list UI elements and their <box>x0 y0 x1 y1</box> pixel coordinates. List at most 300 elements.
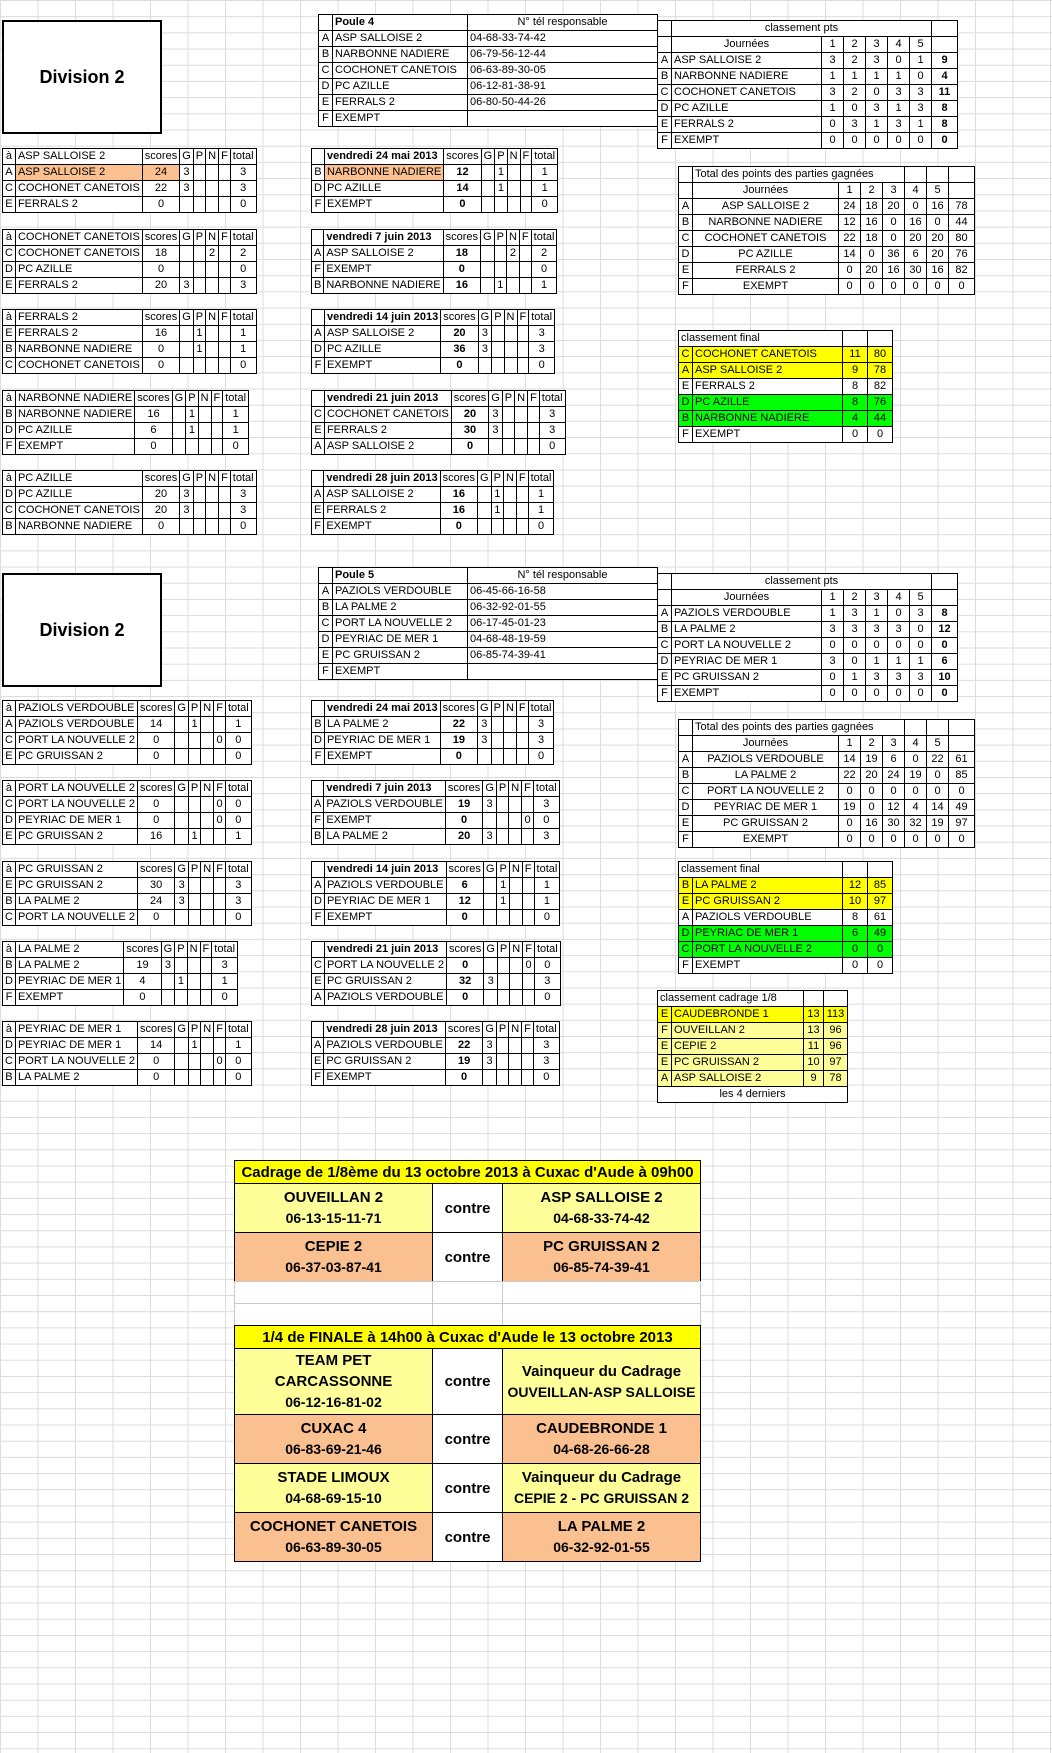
cell-total: 0 <box>534 990 560 1006</box>
cell-scores: 0 <box>137 797 174 813</box>
scores-header: scores <box>445 1022 482 1038</box>
cell-team: PAZIOLS VERDOUBLE <box>693 752 839 768</box>
cell-total: 4 <box>932 69 958 85</box>
cell-pts2: 78 <box>824 1071 848 1087</box>
poule-title: Poule 4 <box>333 15 468 31</box>
match-row <box>312 165 558 181</box>
cell-total <box>949 720 975 736</box>
cell-journee-pts: 16 <box>927 263 949 279</box>
cell-p <box>193 503 205 519</box>
cell-journee-pts: 0 <box>822 117 844 133</box>
cell-letter: B <box>3 342 16 358</box>
cell-g <box>175 910 189 926</box>
cell-n <box>503 749 516 765</box>
n-header: N <box>201 781 214 797</box>
cell-journee-pts: 0 <box>927 784 949 800</box>
cell-scores: 16 <box>142 326 179 342</box>
cell-p <box>496 813 508 829</box>
cell-phone: 06-32-92-01-55 <box>468 600 658 616</box>
team-row <box>319 584 658 600</box>
cell-f <box>219 278 231 294</box>
cell-n <box>506 278 519 294</box>
match-header-row <box>312 781 560 797</box>
f-header: F <box>522 781 534 797</box>
cell-journee-pts: 0 <box>910 69 932 85</box>
cell-f <box>516 487 528 503</box>
title-row <box>658 991 848 1007</box>
cell-team: PC GRUISSAN 2 <box>672 1055 804 1071</box>
match-header-row <box>3 471 257 487</box>
n-header: N <box>509 862 522 878</box>
home-prefix: à <box>3 701 16 717</box>
home-team: COCHONET CANETOIS <box>15 230 142 246</box>
home-team: LA PALME 2 <box>15 942 123 958</box>
cell-n <box>503 717 516 733</box>
cell-n: 2 <box>206 246 219 262</box>
cell-team: COCHONET CANETOIS <box>15 246 142 262</box>
cell-p <box>175 990 187 1006</box>
cell-total: 6 <box>932 654 958 670</box>
cell-total: 8 <box>932 117 958 133</box>
title-row <box>679 167 975 183</box>
total-header: total <box>539 391 565 407</box>
cell-scores: 22 <box>445 1038 482 1054</box>
classement-final-row <box>679 958 893 974</box>
cell-team: FERRALS 2 <box>693 263 839 279</box>
cell-p: 1 <box>497 878 509 894</box>
match-table-right <box>311 148 558 213</box>
cell-team: PC AZILLE <box>15 487 142 503</box>
cell-team: COCHONET CANETOIS <box>324 407 451 423</box>
cell-journee-pts: 1 <box>822 606 844 622</box>
cell-f <box>214 878 226 894</box>
cell-scores: 0 <box>440 519 477 535</box>
cell-journee-pts: 0 <box>866 133 888 149</box>
home-team: PAZIOLS VERDOUBLE <box>15 701 137 717</box>
home-prefix <box>312 149 325 165</box>
match-table-left <box>2 309 257 374</box>
cell-n <box>509 894 522 910</box>
cell-letter: A <box>312 990 325 1006</box>
cell-team: PORT LA NOUVELLE 2 <box>15 797 137 813</box>
team-row <box>319 632 658 648</box>
cell-letter: C <box>679 231 693 247</box>
cell-letter: D <box>658 654 672 670</box>
cell-letter: D <box>319 79 333 95</box>
cell-letter: E <box>679 379 693 395</box>
cell-f <box>516 717 528 733</box>
cell-scores: 0 <box>142 358 179 374</box>
cell-total: 3 <box>539 423 565 439</box>
cell-scores: 20 <box>142 487 179 503</box>
cell-total: 3 <box>533 797 559 813</box>
match-row <box>3 439 249 455</box>
cell-total: 1 <box>212 974 238 990</box>
cell-n <box>201 717 214 733</box>
cell-total: 0 <box>932 638 958 654</box>
team-row <box>319 664 658 680</box>
cell-team: EXEMPT <box>672 133 822 149</box>
journees-row <box>658 590 958 606</box>
cell-p <box>497 990 509 1006</box>
cell-team: PORT LA NOUVELLE 2 <box>15 910 137 926</box>
cell-letter <box>658 21 672 37</box>
contre-cell: contre <box>433 1349 503 1415</box>
cell-f <box>522 894 534 910</box>
cell-n <box>206 342 219 358</box>
scores-header: scores <box>142 149 179 165</box>
cell-pts2: 76 <box>868 395 893 411</box>
cell-letter: F <box>319 664 333 680</box>
cell-journee-pts: 0 <box>883 231 905 247</box>
match-header-row <box>312 1022 560 1038</box>
cell-team: PC GRUISSAN 2 <box>15 829 137 845</box>
cell-team: LA PALME 2 <box>333 600 468 616</box>
cell-journee-pts: 16 <box>861 215 883 231</box>
cell-g <box>483 813 497 829</box>
cell-team: COCHONET CANETOIS <box>15 181 142 197</box>
cell-team: PC GRUISSAN 2 <box>324 1054 446 1070</box>
cell-team: FERRALS 2 <box>333 95 468 111</box>
match-row <box>3 246 257 262</box>
cell-total: 0 <box>533 813 559 829</box>
cell-letter: B <box>3 958 16 974</box>
cell-letter: D <box>312 342 325 358</box>
n-header: N <box>201 1022 214 1038</box>
match-table-right <box>311 470 554 535</box>
cell-f <box>219 165 231 181</box>
spacer-row <box>235 1304 701 1326</box>
cell-f <box>219 487 231 503</box>
cell-phone: 06-85-74-39-41 <box>468 648 658 664</box>
cell-team: LA PALME 2 <box>15 958 123 974</box>
cell-pts2: 0 <box>868 958 893 974</box>
cell-p <box>188 910 200 926</box>
match-row <box>3 519 257 535</box>
match-row <box>3 181 257 197</box>
cell-n <box>187 990 200 1006</box>
cell-pts2: 82 <box>868 379 893 395</box>
scores-header: scores <box>137 701 174 717</box>
cell-team: ASP SALLOISE 2 <box>672 1071 804 1087</box>
cell-f <box>519 262 531 278</box>
cell-n <box>206 503 219 519</box>
cell-g <box>180 262 194 278</box>
cell-n <box>201 813 214 829</box>
cell-letter: C <box>319 616 333 632</box>
total-header: total <box>528 471 554 487</box>
cell-scores: 12 <box>446 894 483 910</box>
cell-f <box>219 326 231 342</box>
cell-g: 3 <box>483 797 497 813</box>
cell-letter: B <box>312 165 325 181</box>
match-table-right <box>311 470 554 535</box>
match-table-right <box>311 700 554 765</box>
match-row <box>312 278 557 294</box>
cell-f <box>523 974 535 990</box>
title-row <box>679 720 975 736</box>
p-header: P <box>497 942 509 958</box>
cadrage-classement-table <box>657 990 848 1103</box>
classement-footer: les 4 derniers <box>658 1087 848 1103</box>
cell-letter: D <box>3 487 16 503</box>
f-header: F <box>214 862 226 878</box>
journee-col: 4 <box>905 183 927 199</box>
cell-team: PORT LA NOUVELLE 2 <box>693 942 843 958</box>
classement-final-table <box>678 330 893 443</box>
p-header: P <box>495 149 507 165</box>
cell-n <box>504 326 517 342</box>
cell-team: EXEMPT <box>324 358 440 374</box>
cell-p <box>175 958 187 974</box>
match-row <box>3 407 249 423</box>
cell-team: PAZIOLS VERDOUBLE <box>324 1038 446 1054</box>
journee-col: 5 <box>927 183 949 199</box>
match-table-left <box>2 470 257 535</box>
cell-pts2 <box>868 331 893 347</box>
cell-p <box>502 423 514 439</box>
cell-scores: 0 <box>440 749 477 765</box>
cell-total: 3 <box>528 733 554 749</box>
cell-letter: A <box>319 31 333 47</box>
total-header: total <box>533 1022 559 1038</box>
cell-team: COCHONET CANETOIS <box>15 358 142 374</box>
cell-team: PORT LA NOUVELLE 2 <box>672 638 822 654</box>
journees-row <box>679 736 975 752</box>
poule-title: Poule 5 <box>333 568 468 584</box>
cell-scores: 0 <box>137 1070 174 1086</box>
total-header: total <box>531 230 557 246</box>
home-team: PC AZILLE <box>15 471 142 487</box>
p-header: P <box>188 701 200 717</box>
contre-cell: contre <box>433 1415 503 1464</box>
cell-journee-pts: 20 <box>927 231 949 247</box>
cell-team: PC GRUISSAN 2 <box>672 670 822 686</box>
cell-team: NARBONNE NADIERE <box>15 519 142 535</box>
cell-n <box>509 813 522 829</box>
g-header: G <box>478 310 492 326</box>
cell-journee-pts: 1 <box>822 69 844 85</box>
cell-f <box>516 733 528 749</box>
home-team: FERRALS 2 <box>15 310 142 326</box>
cell-n <box>206 181 219 197</box>
journees-row <box>658 37 958 53</box>
cell-team: PEYRIAC DE MER 1 <box>333 632 468 648</box>
cell-journee-pts: 0 <box>888 53 910 69</box>
cell-journee-pts: 3 <box>910 101 932 117</box>
cell-journee-pts: 3 <box>888 117 910 133</box>
cell-scores: 0 <box>137 813 174 829</box>
cell-n <box>509 910 522 926</box>
cell-scores: 4 <box>124 974 161 990</box>
cell-team: NARBONNE NADIERE <box>15 342 142 358</box>
n-header: N <box>187 942 200 958</box>
p-header: P <box>492 310 504 326</box>
cell-total: 97 <box>949 816 975 832</box>
total-points-table <box>678 166 975 295</box>
cell-g: 3 <box>483 1054 497 1070</box>
cell-journee-pts: 0 <box>839 263 861 279</box>
home-prefix <box>312 1022 324 1038</box>
cell-letter: D <box>312 181 325 197</box>
cell-journee-pts: 0 <box>844 133 866 149</box>
cell-pts: 8 <box>843 395 868 411</box>
team-phone: 06-85-74-39-41 <box>553 1259 650 1275</box>
cell-team: PC AZILLE <box>693 395 843 411</box>
cell-total: 1 <box>225 1038 251 1054</box>
p-header: P <box>175 942 187 958</box>
journee-col: 1 <box>822 37 844 53</box>
g-header: G <box>180 230 194 246</box>
cell-f <box>520 197 532 213</box>
cell-letter: F <box>679 832 693 848</box>
cell-journee-pts: 18 <box>861 231 883 247</box>
cell-g: 3 <box>478 326 492 342</box>
n-header: N <box>510 942 523 958</box>
cell-journee-pts: 3 <box>822 85 844 101</box>
cell-g: 3 <box>175 878 189 894</box>
match-header-row <box>3 149 257 165</box>
match-header-row <box>3 942 238 958</box>
journee-col: 1 <box>839 183 861 199</box>
match-row <box>312 1070 560 1086</box>
n-header: N <box>504 310 517 326</box>
cell-journee-pts: 30 <box>883 816 905 832</box>
cell-phone: 06-79-56-12-44 <box>468 47 658 63</box>
match-row <box>312 717 554 733</box>
cell-team: ASP SALLOISE 2 <box>324 246 443 262</box>
cell-letter <box>679 736 693 752</box>
match-table-left <box>2 700 252 765</box>
bracket-match-row <box>235 1513 701 1562</box>
cell-pts: 8 <box>843 379 868 395</box>
cell-team: ASP SALLOISE 2 <box>324 487 440 503</box>
cell-f <box>528 423 540 439</box>
cell-g <box>175 717 189 733</box>
f-header: F <box>517 310 529 326</box>
team-phone: 06-13-15-11-71 <box>285 1210 382 1226</box>
cell-scores: 0 <box>142 197 179 213</box>
cell-f <box>522 1070 534 1086</box>
cell-journee-pts: 19 <box>861 752 883 768</box>
cell-scores: 24 <box>142 165 179 181</box>
cell-journee-pts: 19 <box>839 800 861 816</box>
cell-n <box>201 910 214 926</box>
g-header: G <box>172 391 186 407</box>
footer-row <box>658 1087 848 1103</box>
cell-team: EXEMPT <box>693 427 843 443</box>
cell-journee-pts: 3 <box>910 670 932 686</box>
cell-team: NARBONNE NADIERE <box>324 278 443 294</box>
n-header: N <box>206 230 219 246</box>
cell-g <box>172 439 186 455</box>
cell-team: PORT LA NOUVELLE 2 <box>333 616 468 632</box>
cell-letter: E <box>312 503 324 519</box>
journee-col: 3 <box>883 183 905 199</box>
cell-n <box>187 974 200 990</box>
cell-f <box>528 439 540 455</box>
cell-team: ASP SALLOISE 2 <box>15 165 142 181</box>
cell-f: 0 <box>214 1054 226 1070</box>
cell-scores: 30 <box>451 423 488 439</box>
total-header: total <box>230 310 256 326</box>
journee-col: 5 <box>910 590 932 606</box>
cell-team: EXEMPT <box>15 990 123 1006</box>
cell-team: NARBONNE NADIERE <box>672 69 822 85</box>
cell-letter: E <box>658 1039 672 1055</box>
cell-total <box>932 574 958 590</box>
cell-journee-pts: 3 <box>844 117 866 133</box>
scores-header: scores <box>446 942 483 958</box>
cell-scores: 19 <box>440 733 477 749</box>
classement-row <box>658 101 958 117</box>
match-row <box>3 974 238 990</box>
cell-team: PEYRIAC DE MER 1 <box>324 733 440 749</box>
cell-total: 85 <box>949 768 975 784</box>
cell-total <box>949 736 975 752</box>
cell-team: EXEMPT <box>693 832 839 848</box>
cell-letter: C <box>3 181 16 197</box>
team-row <box>319 63 658 79</box>
cell-journee-pts: 22 <box>927 752 949 768</box>
cell-pts2: 0 <box>868 427 893 443</box>
cell-letter: C <box>3 797 16 813</box>
cell-journee-pts: 0 <box>861 800 883 816</box>
cell-total: 0 <box>534 958 560 974</box>
total-points-row <box>679 816 975 832</box>
cell-p <box>186 439 198 455</box>
spacer-cell <box>433 1282 503 1304</box>
cell-total: 1 <box>532 165 558 181</box>
cell-total: 0 <box>225 797 251 813</box>
poule5-classement-pts <box>657 573 958 702</box>
match-header-row <box>3 1022 252 1038</box>
cell-team: EXEMPT <box>324 519 440 535</box>
cell-team: LA PALME 2 <box>672 622 822 638</box>
cell-g <box>172 407 186 423</box>
classement-final-row <box>658 1023 848 1039</box>
team-phone: 04-68-33-74-42 <box>553 1210 650 1226</box>
cell-p <box>193 278 205 294</box>
match-header-row <box>312 471 554 487</box>
cell-team: LA PALME 2 <box>15 894 137 910</box>
classement-row <box>658 85 958 101</box>
cell-total: 0 <box>932 686 958 702</box>
cell-letter: B <box>3 1070 16 1086</box>
cell-journee-pts: 0 <box>910 622 932 638</box>
spacer-cell <box>503 1304 701 1326</box>
cell-letter: E <box>3 197 16 213</box>
classement-row <box>658 638 958 654</box>
match-table-right <box>311 148 558 213</box>
cell-f: 0 <box>214 797 226 813</box>
cell-phone: 06-45-66-16-58 <box>468 584 658 600</box>
team-row <box>319 648 658 664</box>
cell-letter: E <box>658 1055 672 1071</box>
classement-row <box>658 69 958 85</box>
cell-scores: 0 <box>444 197 481 213</box>
cell-journee-pts: 0 <box>839 816 861 832</box>
cell-letter: E <box>3 326 16 342</box>
cell-team: PEYRIAC DE MER 1 <box>693 926 843 942</box>
cell-f <box>219 197 231 213</box>
cell-letter: B <box>3 894 16 910</box>
n-header: N <box>201 701 214 717</box>
cell-phone <box>468 664 658 680</box>
cell-letter <box>658 37 672 53</box>
match-date: vendredi 21 juin 2013 <box>324 942 446 958</box>
cell-letter: D <box>3 262 16 278</box>
